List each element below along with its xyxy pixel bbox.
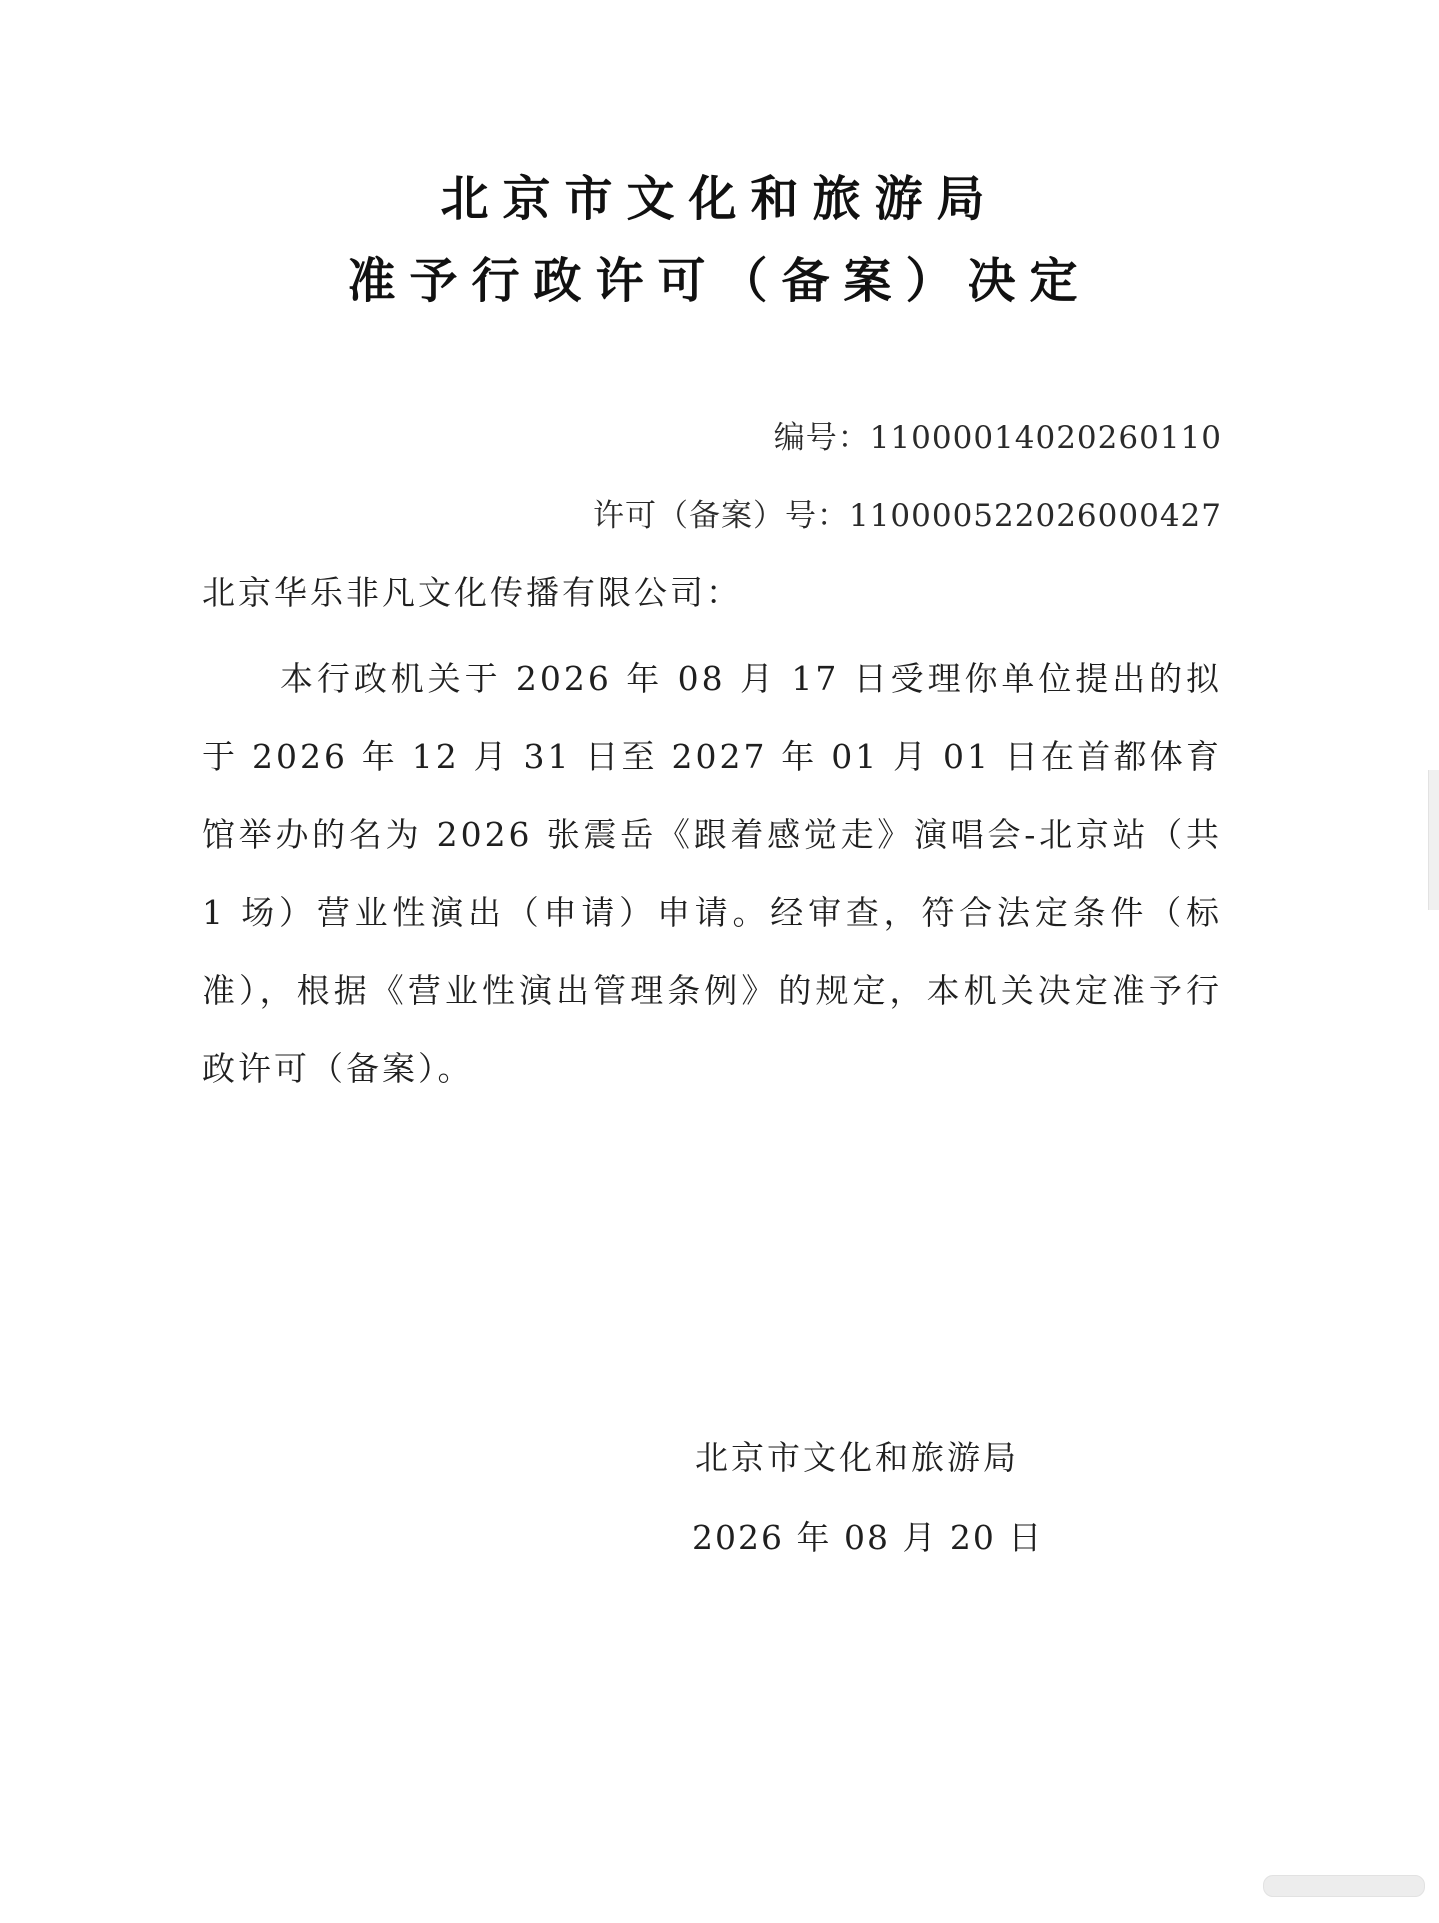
- viewer-edge-tab[interactable]: [1428, 770, 1439, 910]
- document-title-decision: 准予行政许可（备案）决定: [347, 253, 1092, 309]
- serial-number: [774, 412, 1222, 457]
- serial-number-label: 编号：: [773, 420, 870, 456]
- decision-body: 本行政机关于 2026 年 08 月 17 日受理你单位提出的拟于 2026 年 12 月 31 日至 2027 年 01 月 01 日在首都体育馆举办的名为 2026 张震岳《跟着感觉走》演唱会-北京站（共 1 场）营业性演出（申请）申请。经审查，符合法定条件（标准），根据《营业性演出管理条例》的规定，本机关决定准予行政许可（备案）。: [202, 659, 1222, 1088]
- permit-number-value: 110000522026000427: [848, 498, 1222, 534]
- permit-number-label: 许可（备案）号：: [592, 498, 849, 534]
- serial-number-value: 11000014020260110: [869, 420, 1222, 456]
- signature-date: 2026 年 08 月 20 日: [692, 1518, 1044, 1557]
- viewer-scroll-indicator[interactable]: [1263, 1875, 1425, 1897]
- signature-issuer: 北京市文化和旅游局: [695, 1438, 1019, 1477]
- document-title-issuer: 北京市文化和旅游局: [440, 171, 999, 227]
- permit-number: [593, 490, 1222, 535]
- recipient-company: 北京华乐非凡文化传播有限公司：: [202, 573, 742, 612]
